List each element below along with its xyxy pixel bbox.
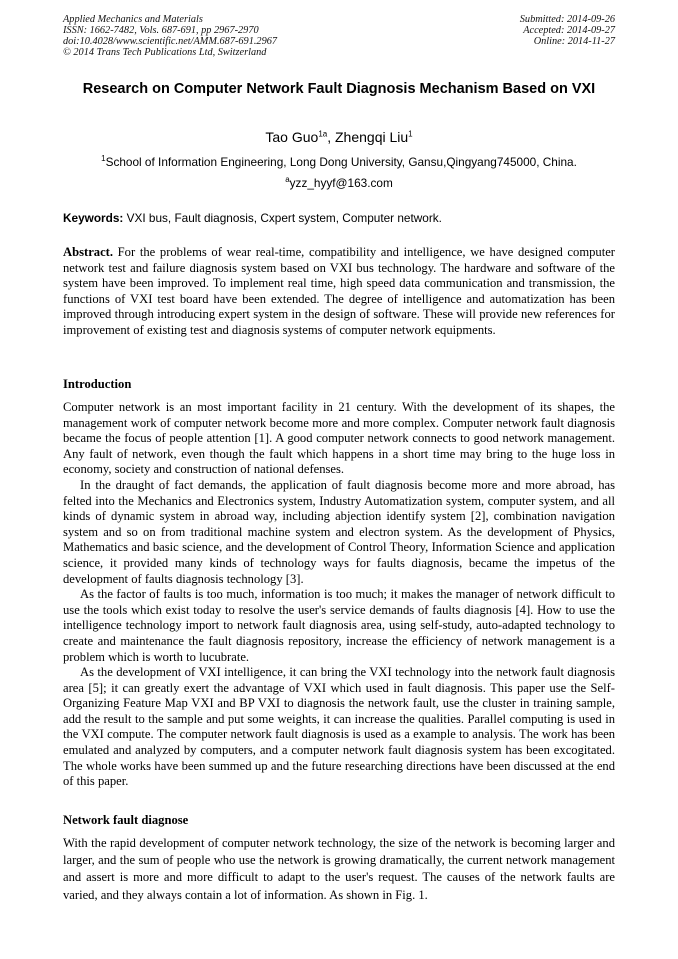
keywords-label: Keywords: [63,211,124,225]
paragraph: With the rapid development of computer network technology, the size of the network is becoming larger and larger, and the sum of people who use the network is growing dramatically, the current network management and assert is more and more difficult to adapt to the user's request. The causes of the network faults are varied, and they always contain a lot of information. As shown in Fig. 1. [63,836,615,902]
abstract-label: Abstract. [63,245,114,259]
author-affil-mark: 1a [318,129,328,139]
author-affil-mark: 1 [408,129,413,139]
email-mark: a [285,175,290,185]
author-name: Zhengqi Liu [335,129,409,145]
paper-title: Research on Computer Network Fault Diagnosis Mechanism Based on VXI [82,81,596,97]
keywords [63,211,615,226]
affiliation [63,155,615,170]
journal-name: Applied Mechanics and Materials [63,14,203,25]
copyright-line: © 2014 Trans Tech Publications Ltd, Switzerland [63,47,267,58]
section-heading-introduction: Introduction [63,377,132,391]
paragraph: As the development of VXI intelligence, it can bring the VXI technology into the network fault diagnosis area [5]; it can greatly exert the advantage of VXI which used in fault diagnosis. This paper use the Self-Organizing Feature Map VXI and BP VXI to diagnosis the network fault, use the cluster in training sample, add the result to the sample and put some weights, it can increase the qualities. Parallel computing is used in the VXI compute. The computer network fault diagnosis is used as a example to analysis. The work has been emulated and analyzed by computers, and a computer network fault diagnosis system has been excogitated. The whole works have been summed up and the future researching directions have been discussed at the end of this paper. [63,665,615,789]
abstract-text: For the problems of wear real-time, compatibility and intelligence, we have designed computer network test and failure diagnosis system based on VXI bus technology. The hardware and software of the system have been improved. To implement real time, high speed data communication and transmission, the functions of VXI test board have been extended. The degree of intelligence and automatization has been improved through introducing expert system in the design of software. These will provide new references for improvement of existing test and diagnosis systems of computer network equipments. [63,245,615,337]
journal-info [63,14,277,58]
online-date: Online: 2014-11-27 [533,36,615,47]
introduction-body [63,400,615,790]
paragraph: In the draught of fact demands, the application of fault diagnosis become more and more abroad, has felted into the Mechanics and Electronics system, Industry Automatization system, computer system, and all kinds of dynamic system in abroad way, including abjection identify system [2], combination navigation system and so on from traditional machine system and electron system. As the development of Physics, Mathematics and basic science, and the development of Control Theory, Information Science and application science, it provided many kinds of technology ways for faults diagnosis, became the impetus of the development of faults diagnosis technology [3]. [63,477,615,586]
author-separator: , [327,129,335,145]
email-text: yzz_hyyf@163.com [289,176,393,190]
network-fault-body [63,835,615,904]
submitted-date: Submitted: 2014-09-26 [519,14,615,25]
abstract [63,245,615,339]
issn-line: ISSN: 1662-7482, Vols. 687-691, pp 2967-2970 [63,25,259,36]
paragraph: Computer network is an most important facility in 21 century. With the development of its shapes, the management work of computer network become more and more complex. Computer network fault diagnosis became the focus of people attention [1]. A good computer network connects to good network management. Any fault of network, even though the fault which happens in a short time may bring to the huge loss in economy, society and construction of national defenses. [63,400,615,477]
affiliation-mark: 1 [101,154,106,164]
author-name: Tao Guo [265,129,319,145]
section-heading-network-fault: Network fault diagnose [63,813,189,827]
keywords-text: VXI bus, Fault diagnosis, Cxpert system, Computer network. [123,211,442,225]
affiliation-text: School of Information Engineering, Long Dong University, Gansu,Qingyang745000, China. [105,155,577,169]
doi-line: doi:10.4028/www.scientific.net/AMM.687-691.2967 [63,36,278,47]
author-email [63,176,615,191]
accepted-date: Accepted: 2014-09-27 [523,25,615,36]
dates-info [520,14,615,47]
author-list [63,128,615,146]
paragraph: As the factor of faults is too much, information is too much; it makes the manager of network difficult to use the tools which exist today to resolve the user's service demands of faults diagnosis [4]. How to use the intelligence technology import to network fault diagnosis area, using self-study, auto-adapted technology to create and maintenance the fault diagnosis repository, increase the efficiency of network management is a problem which is worth to lucubrate. [63,587,615,664]
